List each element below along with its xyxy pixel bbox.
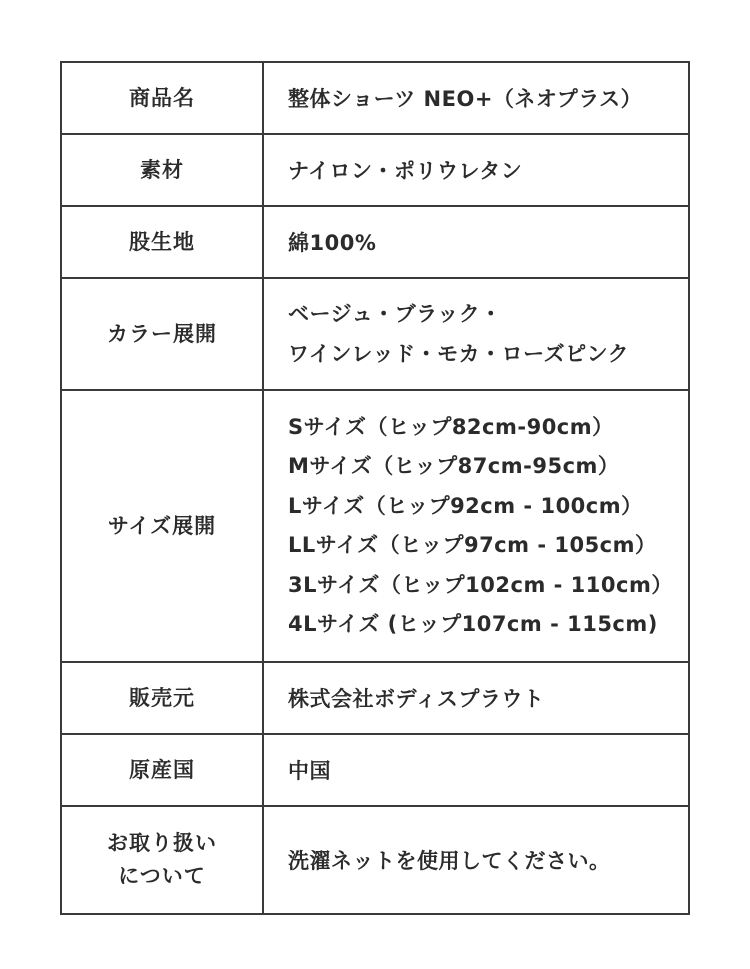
spec-value-line: Mサイズ（ヒップ87cm-95cm） [288,454,620,478]
spec-row-sizes [61,390,689,662]
spec-label: 股生地 [129,229,195,254]
spec-value-line: ベージュ・ブラック・ [288,302,502,326]
spec-row-product-name [61,62,689,134]
spec-row-seller [61,662,689,734]
spec-label-cell [61,662,263,734]
spec-label-cell [61,62,263,134]
spec-value: 株式会社ボディスプラウト [288,687,545,711]
spec-value-line: Sサイズ（ヒップ82cm-90cm） [288,414,614,439]
spec-value-cell [263,62,689,134]
spec-row-country-of-origin [61,734,689,806]
spec-value-cell [263,134,689,206]
spec-label-cell [61,734,263,806]
spec-value: 中国 [288,759,331,783]
spec-value: 綿100% [288,231,377,255]
spec-label: 商品名 [129,85,195,110]
spec-label-cell [61,806,263,914]
spec-label: カラー展開 [107,321,217,346]
spec-value-line: Lサイズ（ヒップ92cm - 100cm） [288,493,643,518]
spec-label-cell [61,206,263,278]
spec-value-line: 3Lサイズ（ヒップ102cm - 110cm） [288,572,673,597]
spec-row-crotch-fabric [61,206,689,278]
spec-value-cell [263,390,689,662]
spec-value-cell [263,278,689,390]
spec-value: 洗濯ネットを使用してください。 [288,849,611,873]
spec-row-care [61,806,689,914]
spec-row-material [61,134,689,206]
spec-value-cell [263,206,689,278]
spec-value-cell [263,734,689,806]
product-spec-table [60,61,690,915]
spec-value-line: LLサイズ（ヒップ97cm - 105cm） [288,533,657,557]
spec-row-colors [61,278,689,390]
spec-label-line: について [118,864,206,888]
spec-label: 原産国 [129,757,195,782]
spec-value-line: ワインレッド・モカ・ローズピンク [288,342,630,366]
spec-label-cell [61,134,263,206]
spec-label-line: お取り扱い [107,831,217,855]
spec-label: 素材 [140,157,184,182]
spec-label: サイズ展開 [107,513,217,538]
spec-label: 販売元 [129,685,195,710]
spec-value-line: 4Lサイズ (ヒップ107cm - 115cm) [288,612,658,636]
spec-value-cell [263,662,689,734]
spec-value-cell [263,806,689,914]
spec-value: 整体ショーツ NEO+（ネオプラス） [288,87,643,111]
spec-value: ナイロン・ポリウレタン [288,159,523,183]
spec-label-cell [61,390,263,662]
spec-label-cell [61,278,263,390]
